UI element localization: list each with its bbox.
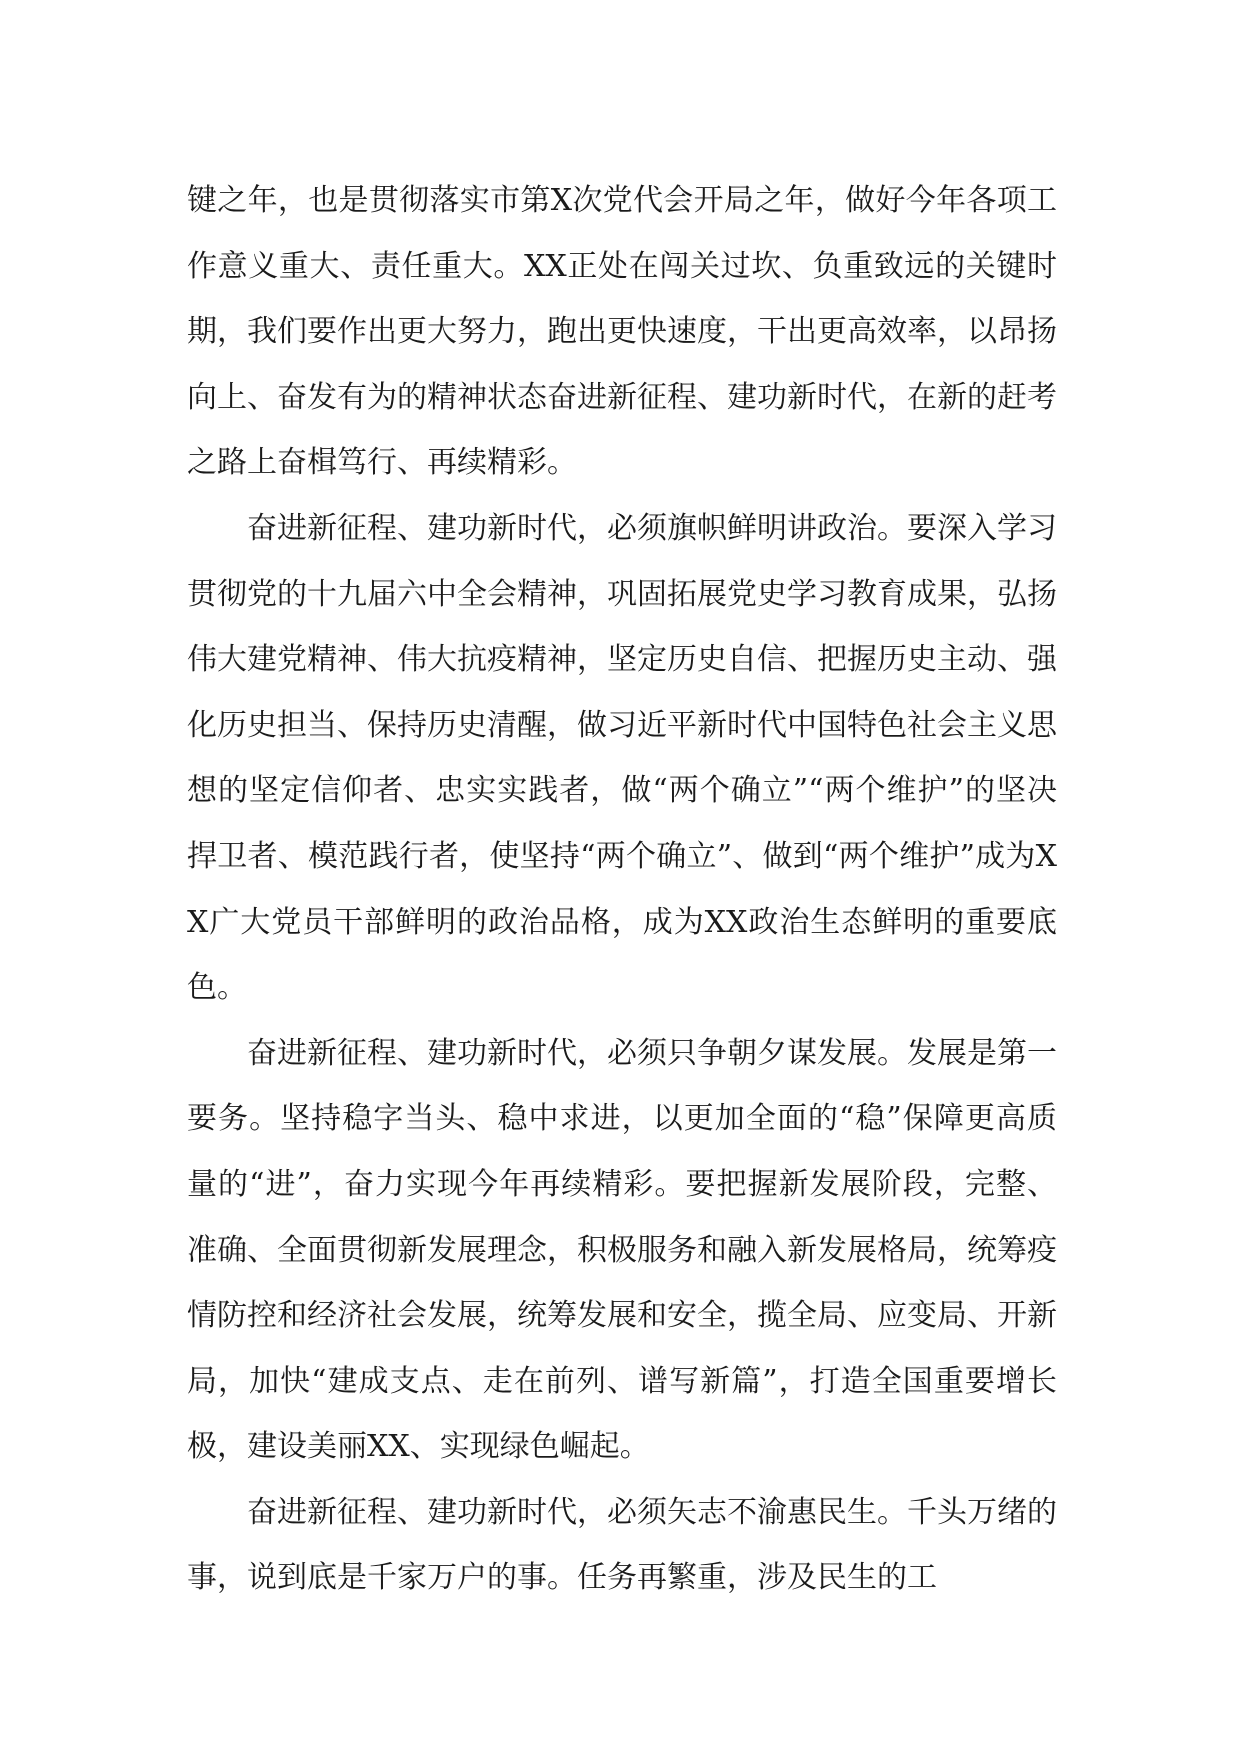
paragraph-development: 奋进新征程、建功新时代，必须只争朝夕谋发展。发展是第一要务。坚持稳字当头、稳中求进，以更加全面的“稳”保障更高质量的“进”，奋力实现今年再续精彩。要把握新发展阶段，完整、准确、全面贯彻新发展理念，积极服务和融入新发展格局，统筹疫情防控和经济社会发展，统筹发展和安全，揽全局、应变局、开新局，加快“建成支点、走在前列、谱写新篇”，打造全国重要增长极，建设美丽XX、实现绿色崛起。 [187,1035,1057,1465]
paragraph-politics: 奋进新征程、建功新时代，必须旗帜鲜明讲政治。要深入学习贯彻党的十九届六中全会精神，巩固拓展党史学习教育成果，弘扬伟大建党精神、伟大抗疫精神，坚定历史自信、把握历史主动、强化历史担当、保持历史清醒，做习近平新时代中国特色社会主义思想的坚定信仰者、忠实实践者，做“两个确立”“两个维护”的坚决捍卫者、模范践行者，使坚持“两个确立”、做到“两个维护”成为XX广大党员干部鲜明的政治品格，成为XX政治生态鲜明的重要底色。 [187,510,1057,1006]
paragraph-continuation: 键之年，也是贯彻落实市第X次党代会开局之年，做好今年各项工作意义重大、责任重大。XX正处在闯关过坎、负重致远的关键时期，我们要作出更大努力，跑出更快速度，干出更高效率，以昂扬向上、奋发有为的精神状态奋进新征程、建功新时代，在新的赶考之路上奋楫笃行、再续精彩。 [187,183,1057,481]
paragraph-livelihood: 奋进新征程、建功新时代，必须矢志不渝惠民生。千头万绪的事，说到底是千家万户的事。任务再繁重，涉及民生的工 [187,1494,1057,1596]
document-body [187,168,1057,1611]
